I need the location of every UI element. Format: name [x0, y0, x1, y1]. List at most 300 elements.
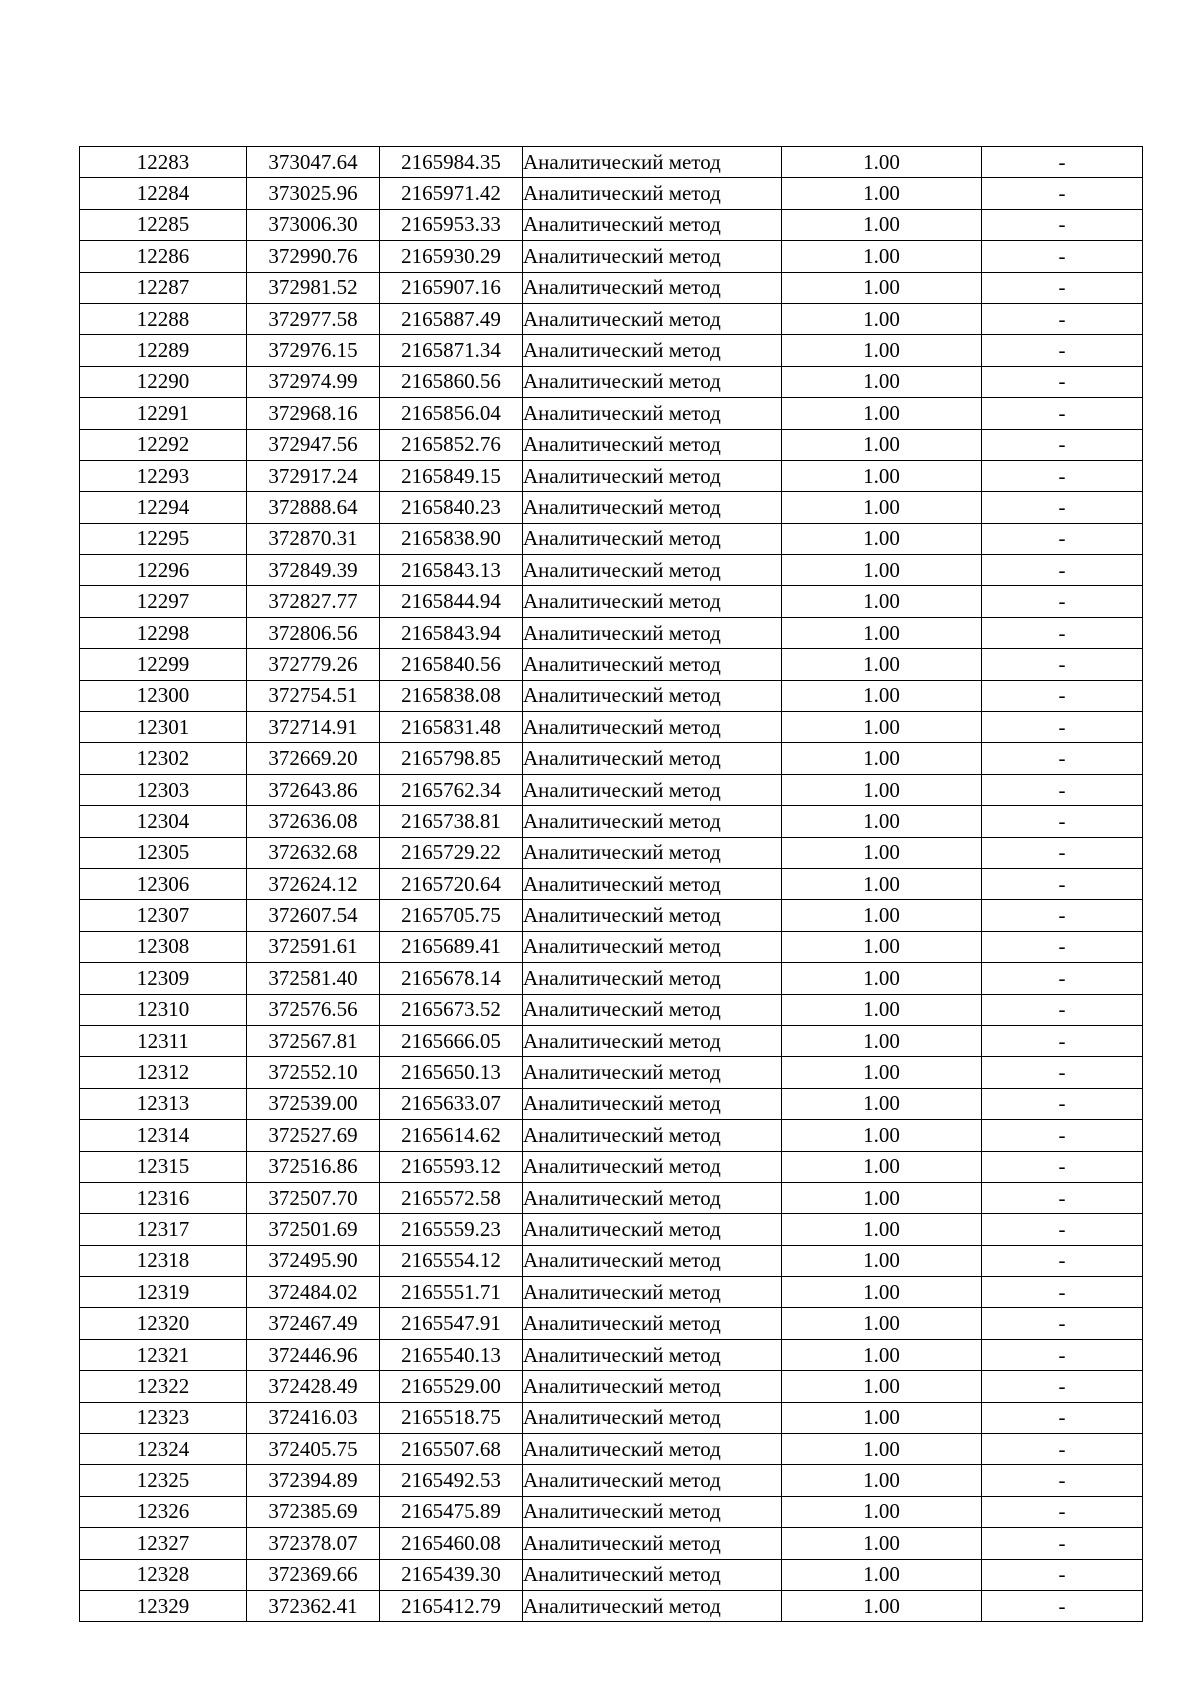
- x-coordinate-cell: 372669.20: [247, 743, 380, 774]
- point-number-cell: 12310: [80, 994, 247, 1025]
- y-coordinate-cell: 2165439.30: [380, 1559, 523, 1590]
- table-row: [80, 963, 1143, 994]
- x-coordinate-cell: 372495.90: [247, 1245, 380, 1276]
- description-cell: -: [982, 649, 1143, 680]
- point-number-cell: 12294: [80, 492, 247, 523]
- table-row: [80, 1088, 1143, 1119]
- point-number-cell: 12324: [80, 1434, 247, 1465]
- x-coordinate-cell: 372947.56: [247, 429, 380, 460]
- accuracy-cell: 1.00: [782, 774, 982, 805]
- point-number-cell: 12328: [80, 1559, 247, 1590]
- x-coordinate-cell: 372974.99: [247, 366, 380, 397]
- description-cell: -: [982, 366, 1143, 397]
- point-number-cell: 12311: [80, 1025, 247, 1056]
- point-number-cell: 12293: [80, 460, 247, 491]
- accuracy-cell: 1.00: [782, 680, 982, 711]
- point-number-cell: 12321: [80, 1339, 247, 1370]
- accuracy-cell: 1.00: [782, 366, 982, 397]
- y-coordinate-cell: 2165650.13: [380, 1057, 523, 1088]
- accuracy-cell: 1.00: [782, 1245, 982, 1276]
- method-cell: Аналитический метод: [523, 586, 782, 617]
- description-cell: -: [982, 1465, 1143, 1496]
- accuracy-cell: 1.00: [782, 429, 982, 460]
- method-cell: Аналитический метод: [523, 1496, 782, 1527]
- x-coordinate-cell: 372552.10: [247, 1057, 380, 1088]
- method-cell: Аналитический метод: [523, 617, 782, 648]
- table-row: [80, 1496, 1143, 1527]
- description-cell: -: [982, 1402, 1143, 1433]
- description-cell: -: [982, 1214, 1143, 1245]
- point-number-cell: 12326: [80, 1496, 247, 1527]
- coordinates-table-body: [80, 147, 1143, 1622]
- accuracy-cell: 1.00: [782, 1465, 982, 1496]
- table-row: [80, 398, 1143, 429]
- description-cell: -: [982, 460, 1143, 491]
- y-coordinate-cell: 2165666.05: [380, 1025, 523, 1056]
- point-number-cell: 12329: [80, 1590, 247, 1621]
- table-row: [80, 1151, 1143, 1182]
- y-coordinate-cell: 2165460.08: [380, 1528, 523, 1559]
- accuracy-cell: 1.00: [782, 398, 982, 429]
- accuracy-cell: 1.00: [782, 743, 982, 774]
- point-number-cell: 12313: [80, 1088, 247, 1119]
- y-coordinate-cell: 2165729.22: [380, 837, 523, 868]
- accuracy-cell: 1.00: [782, 460, 982, 491]
- accuracy-cell: 1.00: [782, 1120, 982, 1151]
- x-coordinate-cell: 372888.64: [247, 492, 380, 523]
- method-cell: Аналитический метод: [523, 335, 782, 366]
- accuracy-cell: 1.00: [782, 994, 982, 1025]
- table-row: [80, 837, 1143, 868]
- y-coordinate-cell: 2165798.85: [380, 743, 523, 774]
- table-row: [80, 523, 1143, 554]
- y-coordinate-cell: 2165971.42: [380, 178, 523, 209]
- x-coordinate-cell: 373025.96: [247, 178, 380, 209]
- y-coordinate-cell: 2165843.94: [380, 617, 523, 648]
- table-row: [80, 1528, 1143, 1559]
- method-cell: Аналитический метод: [523, 1308, 782, 1339]
- point-number-cell: 12291: [80, 398, 247, 429]
- method-cell: Аналитический метод: [523, 743, 782, 774]
- description-cell: -: [982, 1339, 1143, 1370]
- point-number-cell: 12296: [80, 555, 247, 586]
- table-row: [80, 743, 1143, 774]
- x-coordinate-cell: 372567.81: [247, 1025, 380, 1056]
- description-cell: -: [982, 555, 1143, 586]
- accuracy-cell: 1.00: [782, 555, 982, 586]
- method-cell: Аналитический метод: [523, 868, 782, 899]
- accuracy-cell: 1.00: [782, 1277, 982, 1308]
- table-row: [80, 1214, 1143, 1245]
- description-cell: -: [982, 1088, 1143, 1119]
- description-cell: -: [982, 1277, 1143, 1308]
- method-cell: Аналитический метод: [523, 712, 782, 743]
- table-row: [80, 492, 1143, 523]
- x-coordinate-cell: 372990.76: [247, 241, 380, 272]
- y-coordinate-cell: 2165838.90: [380, 523, 523, 554]
- table-row: [80, 555, 1143, 586]
- point-number-cell: 12323: [80, 1402, 247, 1433]
- y-coordinate-cell: 2165831.48: [380, 712, 523, 743]
- method-cell: Аналитический метод: [523, 1277, 782, 1308]
- description-cell: -: [982, 398, 1143, 429]
- table-row: [80, 178, 1143, 209]
- method-cell: Аналитический метод: [523, 460, 782, 491]
- point-number-cell: 12289: [80, 335, 247, 366]
- point-number-cell: 12284: [80, 178, 247, 209]
- point-number-cell: 12308: [80, 931, 247, 962]
- description-cell: -: [982, 806, 1143, 837]
- method-cell: Аналитический метод: [523, 1402, 782, 1433]
- table-row: [80, 1339, 1143, 1370]
- table-row: [80, 931, 1143, 962]
- x-coordinate-cell: 372968.16: [247, 398, 380, 429]
- point-number-cell: 12299: [80, 649, 247, 680]
- accuracy-cell: 1.00: [782, 303, 982, 334]
- table-row: [80, 1590, 1143, 1621]
- x-coordinate-cell: 372976.15: [247, 335, 380, 366]
- table-row: [80, 1434, 1143, 1465]
- method-cell: Аналитический метод: [523, 1182, 782, 1213]
- accuracy-cell: 1.00: [782, 712, 982, 743]
- coordinates-table: [79, 146, 1143, 1622]
- table-row: [80, 335, 1143, 366]
- description-cell: -: [982, 1528, 1143, 1559]
- accuracy-cell: 1.00: [782, 1182, 982, 1213]
- y-coordinate-cell: 2165907.16: [380, 272, 523, 303]
- point-number-cell: 12322: [80, 1371, 247, 1402]
- description-cell: -: [982, 1245, 1143, 1276]
- point-number-cell: 12295: [80, 523, 247, 554]
- point-number-cell: 12318: [80, 1245, 247, 1276]
- table-row: [80, 429, 1143, 460]
- description-cell: -: [982, 303, 1143, 334]
- x-coordinate-cell: 372806.56: [247, 617, 380, 648]
- method-cell: Аналитический метод: [523, 209, 782, 240]
- point-number-cell: 12319: [80, 1277, 247, 1308]
- description-cell: -: [982, 837, 1143, 868]
- method-cell: Аналитический метод: [523, 931, 782, 962]
- description-cell: -: [982, 209, 1143, 240]
- point-number-cell: 12285: [80, 209, 247, 240]
- accuracy-cell: 1.00: [782, 272, 982, 303]
- y-coordinate-cell: 2165475.89: [380, 1496, 523, 1527]
- x-coordinate-cell: 372405.75: [247, 1434, 380, 1465]
- method-cell: Аналитический метод: [523, 1151, 782, 1182]
- accuracy-cell: 1.00: [782, 586, 982, 617]
- point-number-cell: 12316: [80, 1182, 247, 1213]
- point-number-cell: 12283: [80, 147, 247, 178]
- description-cell: -: [982, 900, 1143, 931]
- point-number-cell: 12288: [80, 303, 247, 334]
- point-number-cell: 12301: [80, 712, 247, 743]
- x-coordinate-cell: 372362.41: [247, 1590, 380, 1621]
- x-coordinate-cell: 372632.68: [247, 837, 380, 868]
- x-coordinate-cell: 372467.49: [247, 1308, 380, 1339]
- y-coordinate-cell: 2165849.15: [380, 460, 523, 491]
- table-row: [80, 1120, 1143, 1151]
- y-coordinate-cell: 2165984.35: [380, 147, 523, 178]
- method-cell: Аналитический метод: [523, 1528, 782, 1559]
- table-row: [80, 241, 1143, 272]
- description-cell: -: [982, 1151, 1143, 1182]
- point-number-cell: 12303: [80, 774, 247, 805]
- description-cell: -: [982, 272, 1143, 303]
- description-cell: -: [982, 429, 1143, 460]
- accuracy-cell: 1.00: [782, 1214, 982, 1245]
- table-row: [80, 303, 1143, 334]
- x-coordinate-cell: 372981.52: [247, 272, 380, 303]
- x-coordinate-cell: 372643.86: [247, 774, 380, 805]
- x-coordinate-cell: 372870.31: [247, 523, 380, 554]
- y-coordinate-cell: 2165840.56: [380, 649, 523, 680]
- y-coordinate-cell: 2165559.23: [380, 1214, 523, 1245]
- x-coordinate-cell: 372714.91: [247, 712, 380, 743]
- method-cell: Аналитический метод: [523, 900, 782, 931]
- x-coordinate-cell: 372501.69: [247, 1214, 380, 1245]
- method-cell: Аналитический метод: [523, 963, 782, 994]
- description-cell: -: [982, 1057, 1143, 1088]
- point-number-cell: 12297: [80, 586, 247, 617]
- x-coordinate-cell: 372827.77: [247, 586, 380, 617]
- accuracy-cell: 1.00: [782, 209, 982, 240]
- x-coordinate-cell: 372754.51: [247, 680, 380, 711]
- method-cell: Аналитический метод: [523, 994, 782, 1025]
- table-row: [80, 460, 1143, 491]
- x-coordinate-cell: 372779.26: [247, 649, 380, 680]
- table-row: [80, 774, 1143, 805]
- y-coordinate-cell: 2165762.34: [380, 774, 523, 805]
- method-cell: Аналитический метод: [523, 1559, 782, 1590]
- point-number-cell: 12298: [80, 617, 247, 648]
- description-cell: -: [982, 1434, 1143, 1465]
- method-cell: Аналитический метод: [523, 1214, 782, 1245]
- method-cell: Аналитический метод: [523, 1434, 782, 1465]
- x-coordinate-cell: 372369.66: [247, 1559, 380, 1590]
- method-cell: Аналитический метод: [523, 1465, 782, 1496]
- x-coordinate-cell: 372849.39: [247, 555, 380, 586]
- y-coordinate-cell: 2165412.79: [380, 1590, 523, 1621]
- accuracy-cell: 1.00: [782, 963, 982, 994]
- accuracy-cell: 1.00: [782, 806, 982, 837]
- point-number-cell: 12320: [80, 1308, 247, 1339]
- table-row: [80, 1371, 1143, 1402]
- description-cell: -: [982, 994, 1143, 1025]
- table-row: [80, 209, 1143, 240]
- x-coordinate-cell: 372917.24: [247, 460, 380, 491]
- description-cell: -: [982, 617, 1143, 648]
- table-row: [80, 1277, 1143, 1308]
- x-coordinate-cell: 372607.54: [247, 900, 380, 931]
- method-cell: Аналитический метод: [523, 303, 782, 334]
- y-coordinate-cell: 2165856.04: [380, 398, 523, 429]
- accuracy-cell: 1.00: [782, 1057, 982, 1088]
- y-coordinate-cell: 2165871.34: [380, 335, 523, 366]
- table-row: [80, 649, 1143, 680]
- point-number-cell: 12304: [80, 806, 247, 837]
- x-coordinate-cell: 372507.70: [247, 1182, 380, 1213]
- accuracy-cell: 1.00: [782, 868, 982, 899]
- method-cell: Аналитический метод: [523, 1590, 782, 1621]
- y-coordinate-cell: 2165547.91: [380, 1308, 523, 1339]
- y-coordinate-cell: 2165554.12: [380, 1245, 523, 1276]
- accuracy-cell: 1.00: [782, 617, 982, 648]
- table-row: [80, 712, 1143, 743]
- x-coordinate-cell: 372581.40: [247, 963, 380, 994]
- point-number-cell: 12312: [80, 1057, 247, 1088]
- table-row: [80, 1245, 1143, 1276]
- description-cell: -: [982, 1590, 1143, 1621]
- method-cell: Аналитический метод: [523, 1339, 782, 1370]
- x-coordinate-cell: 372576.56: [247, 994, 380, 1025]
- accuracy-cell: 1.00: [782, 1151, 982, 1182]
- accuracy-cell: 1.00: [782, 241, 982, 272]
- y-coordinate-cell: 2165852.76: [380, 429, 523, 460]
- y-coordinate-cell: 2165673.52: [380, 994, 523, 1025]
- x-coordinate-cell: 372385.69: [247, 1496, 380, 1527]
- accuracy-cell: 1.00: [782, 931, 982, 962]
- y-coordinate-cell: 2165540.13: [380, 1339, 523, 1370]
- description-cell: -: [982, 335, 1143, 366]
- table-row: [80, 1465, 1143, 1496]
- y-coordinate-cell: 2165507.68: [380, 1434, 523, 1465]
- method-cell: Аналитический метод: [523, 147, 782, 178]
- table-row: [80, 900, 1143, 931]
- x-coordinate-cell: 372378.07: [247, 1528, 380, 1559]
- description-cell: -: [982, 1371, 1143, 1402]
- accuracy-cell: 1.00: [782, 335, 982, 366]
- accuracy-cell: 1.00: [782, 1559, 982, 1590]
- table-row: [80, 366, 1143, 397]
- method-cell: Аналитический метод: [523, 555, 782, 586]
- accuracy-cell: 1.00: [782, 178, 982, 209]
- y-coordinate-cell: 2165720.64: [380, 868, 523, 899]
- description-cell: -: [982, 931, 1143, 962]
- x-coordinate-cell: 372416.03: [247, 1402, 380, 1433]
- x-coordinate-cell: 373047.64: [247, 147, 380, 178]
- table-row: [80, 1025, 1143, 1056]
- accuracy-cell: 1.00: [782, 1434, 982, 1465]
- method-cell: Аналитический метод: [523, 523, 782, 554]
- accuracy-cell: 1.00: [782, 1025, 982, 1056]
- y-coordinate-cell: 2165593.12: [380, 1151, 523, 1182]
- method-cell: Аналитический метод: [523, 1088, 782, 1119]
- accuracy-cell: 1.00: [782, 1371, 982, 1402]
- y-coordinate-cell: 2165678.14: [380, 963, 523, 994]
- method-cell: Аналитический метод: [523, 178, 782, 209]
- description-cell: -: [982, 680, 1143, 711]
- x-coordinate-cell: 372539.00: [247, 1088, 380, 1119]
- y-coordinate-cell: 2165738.81: [380, 806, 523, 837]
- accuracy-cell: 1.00: [782, 147, 982, 178]
- description-cell: -: [982, 492, 1143, 523]
- table-row: [80, 147, 1143, 178]
- method-cell: Аналитический метод: [523, 649, 782, 680]
- method-cell: Аналитический метод: [523, 774, 782, 805]
- point-number-cell: 12309: [80, 963, 247, 994]
- accuracy-cell: 1.00: [782, 1402, 982, 1433]
- x-coordinate-cell: 372527.69: [247, 1120, 380, 1151]
- method-cell: Аналитический метод: [523, 1371, 782, 1402]
- accuracy-cell: 1.00: [782, 900, 982, 931]
- y-coordinate-cell: 2165860.56: [380, 366, 523, 397]
- x-coordinate-cell: 372977.58: [247, 303, 380, 334]
- description-cell: -: [982, 963, 1143, 994]
- description-cell: -: [982, 241, 1143, 272]
- method-cell: Аналитический метод: [523, 837, 782, 868]
- method-cell: Аналитический метод: [523, 1245, 782, 1276]
- y-coordinate-cell: 2165930.29: [380, 241, 523, 272]
- method-cell: Аналитический метод: [523, 1025, 782, 1056]
- accuracy-cell: 1.00: [782, 1339, 982, 1370]
- y-coordinate-cell: 2165887.49: [380, 303, 523, 334]
- table-row: [80, 1308, 1143, 1339]
- table-row: [80, 994, 1143, 1025]
- description-cell: -: [982, 523, 1143, 554]
- point-number-cell: 12306: [80, 868, 247, 899]
- description-cell: -: [982, 1120, 1143, 1151]
- point-number-cell: 12302: [80, 743, 247, 774]
- y-coordinate-cell: 2165843.13: [380, 555, 523, 586]
- point-number-cell: 12286: [80, 241, 247, 272]
- method-cell: Аналитический метод: [523, 241, 782, 272]
- point-number-cell: 12317: [80, 1214, 247, 1245]
- accuracy-cell: 1.00: [782, 649, 982, 680]
- point-number-cell: 12307: [80, 900, 247, 931]
- point-number-cell: 12315: [80, 1151, 247, 1182]
- method-cell: Аналитический метод: [523, 272, 782, 303]
- description-cell: -: [982, 868, 1143, 899]
- description-cell: -: [982, 1025, 1143, 1056]
- table-row: [80, 1559, 1143, 1590]
- description-cell: -: [982, 178, 1143, 209]
- method-cell: Аналитический метод: [523, 1120, 782, 1151]
- table-row: [80, 1402, 1143, 1433]
- point-number-cell: 12325: [80, 1465, 247, 1496]
- method-cell: Аналитический метод: [523, 429, 782, 460]
- point-number-cell: 12292: [80, 429, 247, 460]
- method-cell: Аналитический метод: [523, 492, 782, 523]
- accuracy-cell: 1.00: [782, 1496, 982, 1527]
- method-cell: Аналитический метод: [523, 680, 782, 711]
- y-coordinate-cell: 2165633.07: [380, 1088, 523, 1119]
- x-coordinate-cell: 372591.61: [247, 931, 380, 962]
- method-cell: Аналитический метод: [523, 366, 782, 397]
- point-number-cell: 12305: [80, 837, 247, 868]
- description-cell: -: [982, 586, 1143, 617]
- description-cell: -: [982, 1182, 1143, 1213]
- accuracy-cell: 1.00: [782, 1528, 982, 1559]
- table-row: [80, 1182, 1143, 1213]
- y-coordinate-cell: 2165953.33: [380, 209, 523, 240]
- description-cell: -: [982, 712, 1143, 743]
- accuracy-cell: 1.00: [782, 837, 982, 868]
- y-coordinate-cell: 2165705.75: [380, 900, 523, 931]
- x-coordinate-cell: 373006.30: [247, 209, 380, 240]
- description-cell: -: [982, 147, 1143, 178]
- table-row: [80, 617, 1143, 648]
- y-coordinate-cell: 2165840.23: [380, 492, 523, 523]
- y-coordinate-cell: 2165572.58: [380, 1182, 523, 1213]
- method-cell: Аналитический метод: [523, 806, 782, 837]
- y-coordinate-cell: 2165492.53: [380, 1465, 523, 1496]
- point-number-cell: 12290: [80, 366, 247, 397]
- y-coordinate-cell: 2165529.00: [380, 1371, 523, 1402]
- point-number-cell: 12300: [80, 680, 247, 711]
- table-row: [80, 272, 1143, 303]
- method-cell: Аналитический метод: [523, 1057, 782, 1088]
- point-number-cell: 12314: [80, 1120, 247, 1151]
